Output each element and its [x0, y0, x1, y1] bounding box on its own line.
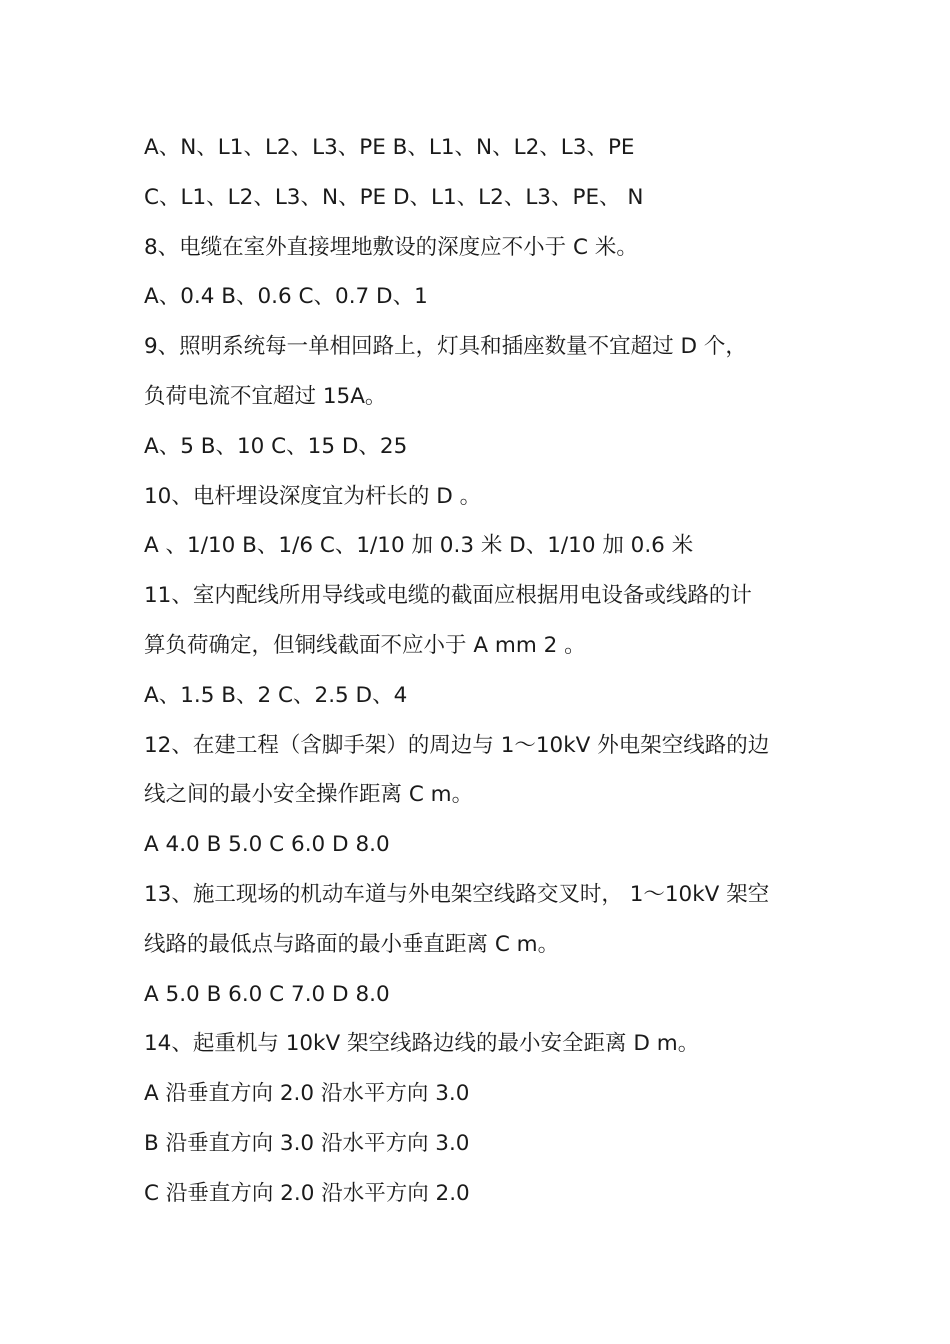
option-line: A、5 B、10 C、15 D、25	[144, 433, 408, 459]
question-11: 11、室内配线所用导线或电缆的截面应根据用电设备或线路的计	[144, 583, 752, 609]
option-line: A 5.0 B 6.0 C 7.0 D 8.0	[144, 981, 390, 1007]
option-line: B 沿垂直方向 3.0 沿水平方向 3.0	[144, 1130, 470, 1156]
option-line: C 沿垂直方向 2.0 沿水平方向 2.0	[144, 1180, 470, 1206]
option-line: A、0.4 B、0.6 C、0.7 D、1	[144, 284, 428, 310]
option-line: A、N、L1、L2、L3、PE B、L1、N、L2、L3、PE	[144, 135, 635, 160]
option-line: A 沿垂直方向 2.0 沿水平方向 3.0	[144, 1081, 470, 1107]
question-10: 10、电杆埋设深度宜为杆长的 D 。	[144, 483, 482, 509]
question-13-continued: 线路的最低点与路面的最小垂直距离 C m。	[144, 931, 560, 957]
question-11-continued: 算负荷确定，但铜线截面不应小于 A mm 2 。	[144, 632, 586, 658]
option-line: C、L1、L2、L3、N、PE D、L1、L2、L3、PE、 N	[144, 184, 644, 210]
document-page	[144, 123, 824, 1219]
option-line: A、1.5 B、2 C、2.5 D、4	[144, 682, 408, 708]
question-14: 14、起重机与 10kV 架空线路边线的最小安全距离 D m。	[144, 1031, 700, 1057]
option-line: A 4.0 B 5.0 C 6.0 D 8.0	[144, 832, 390, 858]
question-9: 9、照明系统每一单相回路上，灯具和插座数量不宜超过 D 个，	[144, 334, 747, 360]
question-9-continued: 负荷电流不宜超过 15A。	[144, 383, 387, 409]
question-13: 13、施工现场的机动车道与外电架空线路交叉时， 1～10kV 架空	[144, 881, 770, 907]
question-8: 8、电缆在室外直接埋地敷设的深度应不小于 C 米。	[144, 234, 638, 260]
question-12: 12、在建工程（含脚手架）的周边与 1～10kV 外电架空线路的边	[144, 732, 770, 758]
question-12-continued: 线之间的最小安全操作距离 C m。	[144, 782, 474, 808]
option-line: A 、1/10 B、1/6 C、1/10 加 0.3 米 D、1/10 加 0.6 米	[144, 533, 694, 559]
